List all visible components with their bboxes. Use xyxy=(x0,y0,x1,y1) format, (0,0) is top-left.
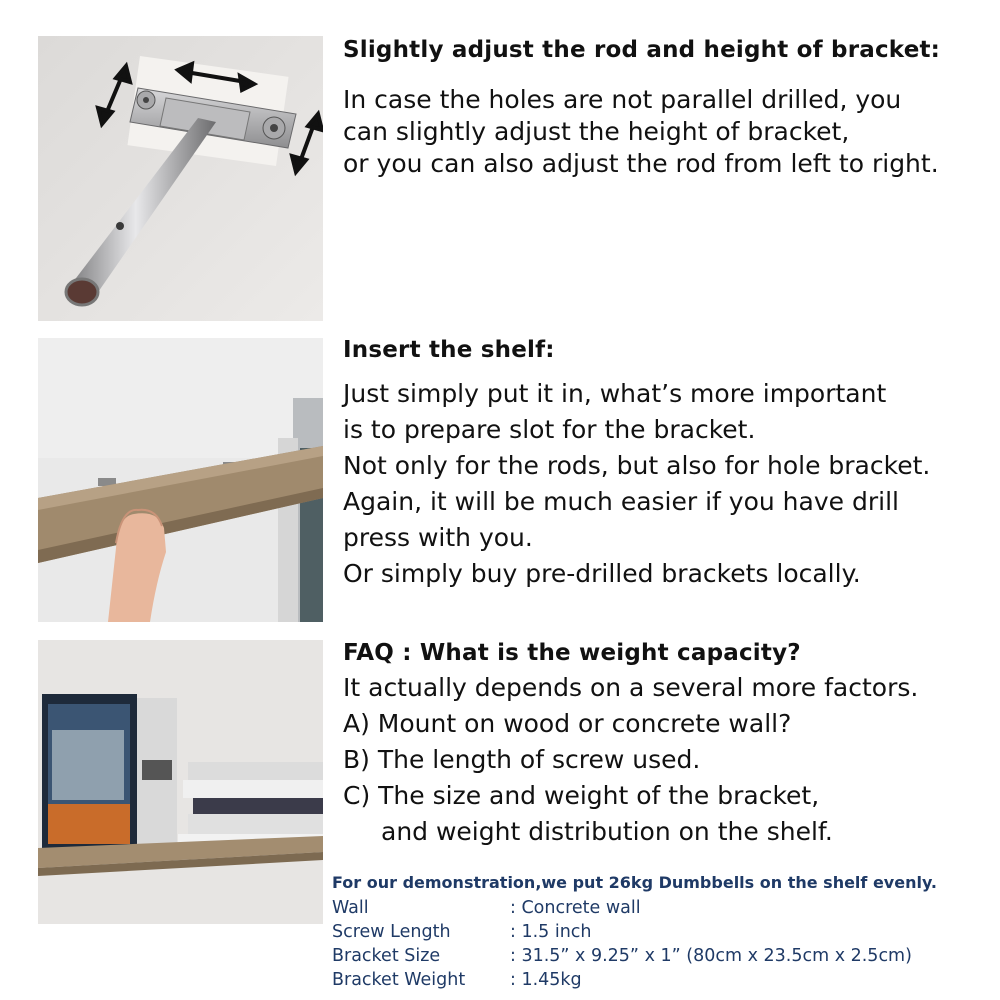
body-line: is to prepare slot for the bracket. xyxy=(343,415,756,444)
bracket-adjust-photo xyxy=(38,36,323,321)
body-line: Just simply put it in, what’s more important xyxy=(343,379,887,408)
spec-row xyxy=(332,944,1000,968)
body-line: Or simply buy pre-drilled brackets locally. xyxy=(343,559,861,588)
section-faq-weight xyxy=(343,636,998,850)
spec-row xyxy=(332,968,1000,992)
demo-title: For our demonstration,we put 26kg Dumbbells on the shelf evenly. xyxy=(332,873,937,892)
body-line: and weight distribution on the shelf. xyxy=(381,817,833,846)
insert-shelf-illustration xyxy=(38,338,323,622)
insert-shelf-photo xyxy=(38,338,323,622)
spec-value: : 1.5 inch xyxy=(510,922,592,942)
body-line: In case the holes are not parallel drilled, you xyxy=(343,85,902,114)
body-line: Not only for the rods, but also for hole bracket. xyxy=(343,451,931,480)
spec-label: Screw Length xyxy=(332,922,451,942)
section-body xyxy=(343,84,998,180)
section-adjust-bracket xyxy=(343,34,998,180)
body-line: A) Mount on wood or concrete wall? xyxy=(343,709,792,738)
section-body xyxy=(343,670,998,850)
loaded-shelf-photo xyxy=(38,640,323,924)
bracket-adjust-illustration xyxy=(38,36,323,321)
body-line: B) The length of screw used. xyxy=(343,745,701,774)
section-body xyxy=(343,376,998,592)
section-insert-shelf xyxy=(343,334,998,592)
section-heading: Insert the shelf: xyxy=(343,337,555,363)
body-line: press with you. xyxy=(343,523,533,552)
body-line: or you can also adjust the rod from left to right. xyxy=(343,149,939,178)
section-heading: Slightly adjust the rod and height of bracket: xyxy=(343,37,941,63)
spec-row xyxy=(332,896,1000,920)
spec-row xyxy=(332,920,1000,944)
body-line: C) The size and weight of the bracket, xyxy=(343,781,820,810)
spec-label: Wall xyxy=(332,898,369,918)
spec-label: Bracket Size xyxy=(332,946,441,966)
demonstration-specs xyxy=(332,870,1000,992)
spec-value: : 1.45kg xyxy=(510,970,582,990)
body-line: Again, it will be much easier if you have drill xyxy=(343,487,899,516)
section-heading: FAQ : What is the weight capacity? xyxy=(343,640,801,666)
body-line: can slightly adjust the height of bracket, xyxy=(343,117,850,146)
spec-label: Bracket Weight xyxy=(332,970,466,990)
body-line: It actually depends on a several more factors. xyxy=(343,673,919,702)
loaded-shelf-illustration xyxy=(38,640,323,924)
spec-value: : Concrete wall xyxy=(510,898,641,918)
spec-value: : 31.5” x 9.25” x 1” (80cm x 23.5cm x 2.5cm) xyxy=(510,946,912,966)
